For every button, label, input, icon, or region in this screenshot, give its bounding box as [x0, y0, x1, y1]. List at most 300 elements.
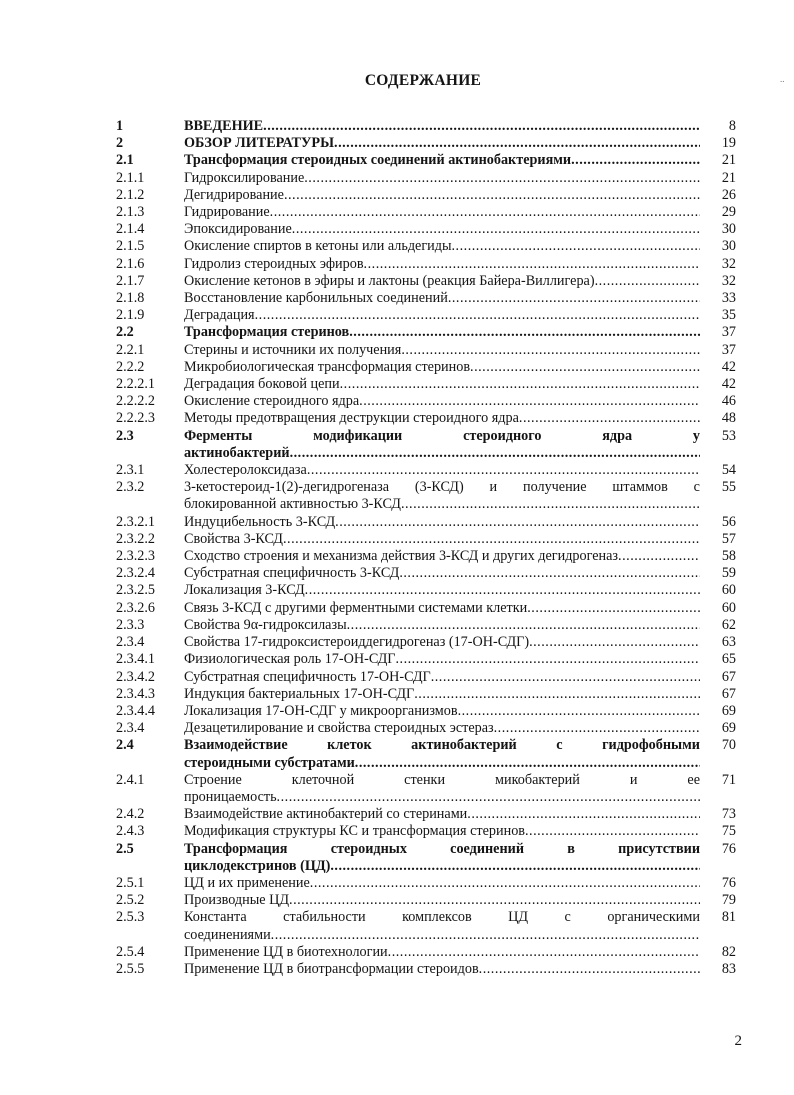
toc-entry-title-text: Сходство строения и механизма действия 3-КСД и других дегидрогеназ [184, 548, 619, 565]
toc-entry-title-text: Субстратная специфичность 17-ОН-СДГ [184, 668, 431, 685]
toc-entry-page: 19 [721, 135, 736, 152]
toc-entry-title [184, 909, 700, 943]
toc-entry-page: 71 [721, 771, 736, 788]
toc-entry-title-text: Физиологическая роль 17-ОН-СДГ [184, 651, 396, 668]
toc-entry-title [184, 531, 700, 548]
toc-entry-number: 2.5 [116, 840, 134, 857]
toc-entry-word: и [629, 771, 638, 788]
toc-entry-word: Константа [184, 909, 247, 926]
leader-dots [431, 669, 700, 686]
toc-entry-page: 37 [721, 324, 736, 341]
toc-entry-title-text: Индуцибельность 3-КСД [184, 513, 336, 530]
toc-entry-word: штаммов [612, 479, 668, 496]
toc-entry-number: 2.3.2.6 [116, 599, 156, 616]
toc-entry [116, 582, 736, 599]
toc-entry-page: 63 [721, 634, 736, 651]
toc-entry-title-text: Холестеролоксидаза [184, 462, 307, 479]
toc-entry-word: с [556, 737, 563, 754]
toc-entry-title-text: Восстановление карбонильных соединений [184, 290, 448, 307]
toc-entry-title-text: Локализация 17-ОН-СДГ у микроорганизмов [184, 702, 458, 719]
toc-entry-number: 2.3.2.4 [116, 565, 156, 582]
toc-entry [116, 737, 736, 771]
toc-entry-number: 2.5.2 [116, 892, 145, 909]
toc-entry-title [184, 462, 700, 479]
toc-entry-title [184, 170, 700, 187]
toc-entry-word: Ферменты [184, 427, 253, 444]
toc-entry [116, 909, 736, 943]
toc-entry-number: 2.5.3 [116, 909, 145, 926]
toc-entry-title [184, 669, 700, 686]
toc-entry-word: микобактерий [495, 771, 580, 788]
leader-dots [347, 617, 700, 634]
leader-dots [470, 359, 700, 376]
toc-entry [116, 806, 736, 823]
toc-entry-title-continuation: стероидными субстратами [184, 754, 355, 771]
toc-entry [116, 514, 736, 531]
toc-entry-page: 82 [721, 943, 736, 960]
toc-entry-title-line [184, 479, 700, 496]
toc-entry-page: 42 [721, 376, 736, 393]
toc-entry-number: 2 [116, 135, 124, 152]
toc-entry-title [184, 393, 700, 410]
toc-entry-word: соединений [450, 840, 525, 857]
toc-entry-page: 26 [721, 186, 736, 203]
toc-entry-number: 2.3.1 [116, 462, 145, 479]
toc-entry-title [184, 565, 700, 582]
toc-entry-number: 2.4 [116, 737, 134, 754]
toc-entry [116, 324, 736, 341]
page-number: 2 [734, 1033, 742, 1049]
toc-entry-title [184, 634, 700, 651]
toc-entry-page: 70 [721, 737, 736, 754]
toc-entry-number: 2.1.2 [116, 186, 145, 203]
toc-entry-number: 2.2.2.1 [116, 376, 156, 393]
toc-entry-number: 2.3.2.3 [116, 548, 156, 565]
toc-entry [116, 961, 736, 978]
toc-entry [116, 342, 736, 359]
corner-mark: .. [780, 74, 785, 84]
toc-entry-number: 2.3.2.1 [116, 513, 156, 530]
leader-dots [334, 135, 700, 152]
toc-entry-number: 2.3.4 [116, 720, 145, 737]
toc-entry-page: 30 [721, 238, 736, 255]
toc-entry-title-continuation: циклодекстринов (ЦД) [184, 857, 331, 874]
toc-entry [116, 359, 736, 376]
leader-dots [359, 393, 700, 410]
leader-dots [401, 496, 700, 513]
toc-entry-title-text: Деградация [184, 307, 255, 324]
toc-entry-page: 76 [721, 874, 736, 891]
toc-entry-title [184, 772, 700, 806]
toc-entry [116, 307, 736, 324]
toc-entry-page: 69 [721, 702, 736, 719]
toc-entry-number: 2.1.7 [116, 272, 145, 289]
leader-dots [529, 634, 700, 651]
toc-entry-title-text: Гидроксилирование [184, 169, 305, 186]
toc-entry [116, 428, 736, 462]
toc-entry-title [184, 342, 700, 359]
leader-dots [255, 307, 700, 324]
leader-dots [401, 342, 700, 359]
toc-entry-number: 2.2.1 [116, 341, 145, 358]
toc-entry-title [184, 600, 700, 617]
toc-entry-title [184, 582, 700, 599]
toc-entry [116, 204, 736, 221]
toc-entry-page: 59 [721, 565, 736, 582]
toc-entry-word: стенки [404, 771, 446, 788]
leader-dots [277, 789, 700, 806]
toc-entry-word: органическими [607, 909, 700, 926]
toc-entry-title-text: Применение ЦД в биотехнологии [184, 943, 388, 960]
toc-entry-number: 2.1.3 [116, 204, 145, 221]
toc-entry [116, 221, 736, 238]
toc-entry-number: 2.4.3 [116, 823, 145, 840]
toc-entry-title-text: Окисление кетонов в эфиры и лактоны (реакция Байера-Виллигера) [184, 272, 595, 289]
toc-entry [116, 617, 736, 634]
toc-entry-title [184, 187, 700, 204]
toc-entry-number: 2.3.4.2 [116, 668, 156, 685]
toc-entry-number: 2.3.2 [116, 479, 145, 496]
toc-entry-title [184, 548, 700, 565]
toc-entry-title-text: Локализация 3-КСД [184, 582, 305, 599]
toc-entry-page: 58 [721, 548, 736, 565]
toc-entry-title [184, 221, 700, 238]
toc-entry-page: 32 [721, 272, 736, 289]
toc-entry-title [184, 479, 700, 513]
toc-entry-title-text: Окисление спиртов в кетоны или альдегиды [184, 238, 452, 255]
toc-entry [116, 944, 736, 961]
leader-dots [452, 238, 701, 255]
leader-dots [479, 961, 700, 978]
toc-entry-title-text: Методы предотвращения деструкции стероидного ядра [184, 410, 519, 427]
toc-entry-title [184, 238, 700, 255]
toc-entry-title [184, 324, 700, 341]
toc-entry-title [184, 961, 700, 978]
toc-entry-page: 60 [721, 599, 736, 616]
toc-entry-title-text: Индукция бактериальных 17-ОН-СДГ [184, 685, 415, 702]
toc-entry-title-text: Дезацетилирование и свойства стероидных эстераз [184, 720, 494, 737]
toc-entry-number: 2.2 [116, 324, 134, 341]
leader-dots [395, 651, 700, 668]
toc-entry-page: 21 [721, 169, 736, 186]
toc-entry-number: 2.1.1 [116, 169, 145, 186]
toc-entry-title [184, 118, 700, 135]
table-of-contents [116, 118, 736, 978]
toc-entry-word: стероидного [463, 427, 542, 444]
toc-entry-number: 2.3.4.3 [116, 685, 156, 702]
toc-entry-word: Трансформация [184, 840, 288, 857]
toc-entry-word: ее [687, 771, 700, 788]
toc-entry-number: 2.3.2.2 [116, 530, 156, 547]
toc-entry [116, 290, 736, 307]
toc-entry-title [184, 686, 700, 703]
toc-entry-number: 2.5.5 [116, 960, 145, 977]
toc-entry-number: 1 [116, 118, 124, 134]
leader-dots [349, 324, 700, 341]
toc-entry-page: 42 [721, 358, 736, 375]
toc-entry-number: 2.3.4.1 [116, 651, 156, 668]
toc-entry [116, 273, 736, 290]
leader-dots [335, 514, 700, 531]
toc-entry [116, 892, 736, 909]
leader-dots [525, 823, 700, 840]
toc-entry-title [184, 514, 700, 531]
toc-entry-title-line [184, 428, 700, 445]
toc-entry [116, 634, 736, 651]
toc-entry [116, 531, 736, 548]
toc-entry-title-text: Субстратная специфичность 3-КСД [184, 565, 400, 582]
toc-entry-page: 73 [721, 806, 736, 823]
toc-entry-number: 2.2.2.2 [116, 393, 156, 410]
page-title: СОДЕРЖАНИЕ [364, 72, 482, 89]
toc-entry-word: ЦД [508, 909, 529, 926]
toc-entry-title-text: Трансформация стероидных соединений актинобактериями [184, 152, 572, 169]
toc-entry-word: клеточной [291, 771, 355, 788]
leader-dots [364, 256, 700, 273]
toc-entry-number: 2.3.4.4 [116, 702, 156, 719]
toc-entry-word: в [567, 840, 575, 857]
toc-entry-word: комплексов [402, 909, 472, 926]
toc-entry-page: 60 [721, 582, 736, 599]
leader-dots [289, 892, 700, 909]
toc-entry-page: 8 [728, 118, 736, 134]
toc-entry-title-text: Применение ЦД в биотрансформации стероидов [184, 960, 479, 977]
leader-dots [290, 445, 700, 462]
toc-entry-title-text: Гидролиз стероидных эфиров [184, 255, 364, 272]
leader-dots [618, 548, 700, 565]
toc-entry-title-text: Взаимодействие актинобактерий со стеринами [184, 806, 468, 823]
toc-entry [116, 772, 736, 806]
toc-entry-title [184, 428, 700, 462]
toc-entry-title-text: ВВЕДЕНИЕ [184, 118, 264, 134]
toc-entry-page: 32 [721, 255, 736, 272]
toc-entry-page: 69 [721, 720, 736, 737]
toc-entry [116, 565, 736, 582]
toc-entry-page: 46 [721, 393, 736, 410]
toc-entry-number: 2.1.8 [116, 290, 145, 307]
toc-entry-title [184, 410, 700, 427]
toc-entry-title [184, 651, 700, 668]
toc-entry-number: 2.2.2 [116, 358, 145, 375]
toc-entry-title [184, 944, 700, 961]
toc-entry-word: получение [522, 479, 587, 496]
toc-entry-title-continuation: соединениями [184, 926, 271, 943]
toc-entry-word: у [692, 427, 700, 444]
leader-dots [307, 462, 700, 479]
toc-entry-number: 2.5.4 [116, 943, 145, 960]
toc-entry-number: 2.1.5 [116, 238, 145, 255]
toc-entry-page: 81 [721, 909, 736, 926]
toc-entry-title [184, 307, 700, 324]
toc-entry [116, 118, 736, 135]
toc-entry-number: 2.2.2.3 [116, 410, 156, 427]
toc-entry-number: 2.4.1 [116, 771, 145, 788]
leader-dots [467, 806, 700, 823]
leader-dots [595, 273, 700, 290]
toc-entry [116, 479, 736, 513]
toc-entry-title-text: Связь 3-КСД с другими ферментными системами клетки [184, 599, 528, 616]
toc-entry-title-text: ЦД и их применение [184, 874, 310, 891]
toc-entry-title-continuation: актинобактерий [184, 444, 290, 461]
toc-entry-page: 76 [721, 840, 736, 857]
toc-entry-title [184, 359, 700, 376]
toc-entry-title-text: Эпоксидирование [184, 221, 292, 238]
toc-entry [116, 135, 736, 152]
toc-entry-title [184, 617, 700, 634]
toc-entry-word: Строение [184, 771, 242, 788]
toc-entry-page: 48 [721, 410, 736, 427]
toc-entry-title-text: Дегидрирование [184, 186, 284, 203]
toc-entry [116, 600, 736, 617]
leader-dots [284, 187, 700, 204]
toc-entry-title [184, 152, 700, 169]
toc-entry-title-line [184, 841, 700, 858]
toc-entry-title [184, 256, 700, 273]
toc-entry-title [184, 376, 700, 393]
toc-entry-word: с [693, 479, 700, 496]
toc-entry-title-text: Гидрирование [184, 204, 270, 221]
toc-entry-page: 35 [721, 307, 736, 324]
leader-dots [494, 720, 700, 737]
toc-entry-page: 57 [721, 530, 736, 547]
leader-dots [399, 565, 700, 582]
toc-entry [116, 462, 736, 479]
toc-entry-title [184, 737, 700, 771]
leader-dots [448, 290, 700, 307]
toc-entry-word: с [564, 909, 571, 926]
toc-entry-page: 53 [721, 427, 736, 444]
toc-entry-title-text: Производные ЦД [184, 892, 290, 909]
toc-entry-title [184, 135, 700, 152]
leader-dots [388, 944, 700, 961]
toc-entry [116, 187, 736, 204]
toc-entry-page: 29 [721, 204, 736, 221]
leader-dots [340, 376, 700, 393]
toc-entry [116, 152, 736, 169]
toc-entry-word: присутствии [618, 840, 700, 857]
leader-dots [271, 927, 700, 944]
toc-entry-title-text: Деградация боковой цепи [184, 376, 340, 393]
leader-dots [292, 221, 700, 238]
toc-entry-page: 33 [721, 290, 736, 307]
toc-entry-page: 55 [721, 479, 736, 496]
toc-entry-title-text: Трансформация стеринов [184, 324, 350, 341]
toc-entry-number: 2.1 [116, 152, 134, 169]
toc-entry-word: Взаимодействие [184, 737, 288, 754]
toc-entry [116, 841, 736, 875]
toc-entry-title [184, 892, 700, 909]
toc-entry-number: 2.1.4 [116, 221, 145, 238]
toc-entry-number: 2.1.6 [116, 255, 145, 272]
toc-entry-title [184, 273, 700, 290]
leader-dots [263, 118, 700, 135]
toc-entry-word: 3-кетостероид-1(2)-дегидрогеназа [184, 479, 390, 496]
toc-entry-word: модификации [313, 427, 403, 444]
leader-dots [414, 686, 700, 703]
toc-entry-number: 2.3.3 [116, 616, 145, 633]
toc-entry-page: 79 [721, 892, 736, 909]
toc-entry [116, 256, 736, 273]
toc-entry-page: 37 [721, 341, 736, 358]
toc-entry [116, 875, 736, 892]
toc-entry [116, 238, 736, 255]
toc-entry-page: 65 [721, 651, 736, 668]
toc-entry-page: 83 [721, 960, 736, 977]
toc-entry [116, 376, 736, 393]
toc-entry-page: 75 [721, 823, 736, 840]
toc-entry [116, 823, 736, 840]
toc-entry [116, 170, 736, 187]
leader-dots [310, 875, 700, 892]
toc-entry-title-line [184, 772, 700, 789]
toc-entry [116, 651, 736, 668]
toc-entry-title [184, 290, 700, 307]
toc-entry-title [184, 703, 700, 720]
toc-entry-title-text: ОБЗОР ЛИТЕРАТУРЫ [184, 135, 335, 152]
toc-entry-page: 67 [721, 685, 736, 702]
toc-entry-title [184, 875, 700, 892]
toc-entry-number: 2.1.9 [116, 307, 145, 324]
toc-entry-word: клеток [327, 737, 372, 754]
toc-entry-word: стероидных [330, 840, 407, 857]
toc-entry-title [184, 720, 700, 737]
toc-entry-word: гидрофобными [602, 737, 700, 754]
leader-dots [304, 170, 700, 187]
toc-entry-title-text: Окисление стероидного ядра [184, 393, 360, 410]
toc-entry-word: ядра [602, 427, 633, 444]
leader-dots [458, 703, 700, 720]
toc-entry-title-continuation: проницаемость [184, 788, 277, 805]
toc-entry [116, 669, 736, 686]
toc-entry [116, 393, 736, 410]
toc-entry-title-line [184, 909, 700, 926]
toc-entry-page: 67 [721, 668, 736, 685]
toc-entry-word: и [489, 479, 498, 496]
toc-entry-title-text: Стерины и источники их получения [184, 341, 402, 358]
toc-entry-title [184, 841, 700, 875]
toc-entry-number: 2.4.2 [116, 806, 145, 823]
toc-entry-page: 54 [721, 462, 736, 479]
leader-dots [519, 410, 700, 427]
toc-entry-number: 2.3 [116, 427, 134, 444]
toc-entry-title-text: Модификация структуры КС и трансформация стеринов [184, 823, 525, 840]
toc-entry-word: стабильности [283, 909, 366, 926]
toc-entry-title-text: Свойства 9α-гидроксилазы [184, 616, 347, 633]
leader-dots [330, 858, 700, 875]
toc-entry-number: 2.3.4 [116, 634, 145, 651]
toc-entry-word: (3-КСД) [414, 479, 464, 496]
toc-entry-title-line [184, 737, 700, 754]
toc-entry-title-continuation: блокированной активностью 3-КСД [184, 496, 401, 513]
toc-entry-title-text: Микробиологическая трансформация стеринов [184, 358, 471, 375]
toc-entry [116, 548, 736, 565]
leader-dots [283, 531, 700, 548]
leader-dots [305, 582, 700, 599]
toc-entry-word: актинобактерий [411, 737, 517, 754]
toc-entry [116, 720, 736, 737]
toc-entry-title-text: Свойства 3-КСД [184, 530, 283, 547]
toc-entry-page: 30 [721, 221, 736, 238]
toc-entry-number: 2.5.1 [116, 874, 145, 891]
leader-dots [527, 600, 700, 617]
toc-entry-title [184, 806, 700, 823]
leader-dots [571, 152, 700, 169]
toc-entry-number: 2.3.2.5 [116, 582, 156, 599]
leader-dots [270, 204, 700, 221]
toc-entry-page: 62 [721, 616, 736, 633]
toc-entry [116, 410, 736, 427]
toc-entry-title [184, 823, 700, 840]
